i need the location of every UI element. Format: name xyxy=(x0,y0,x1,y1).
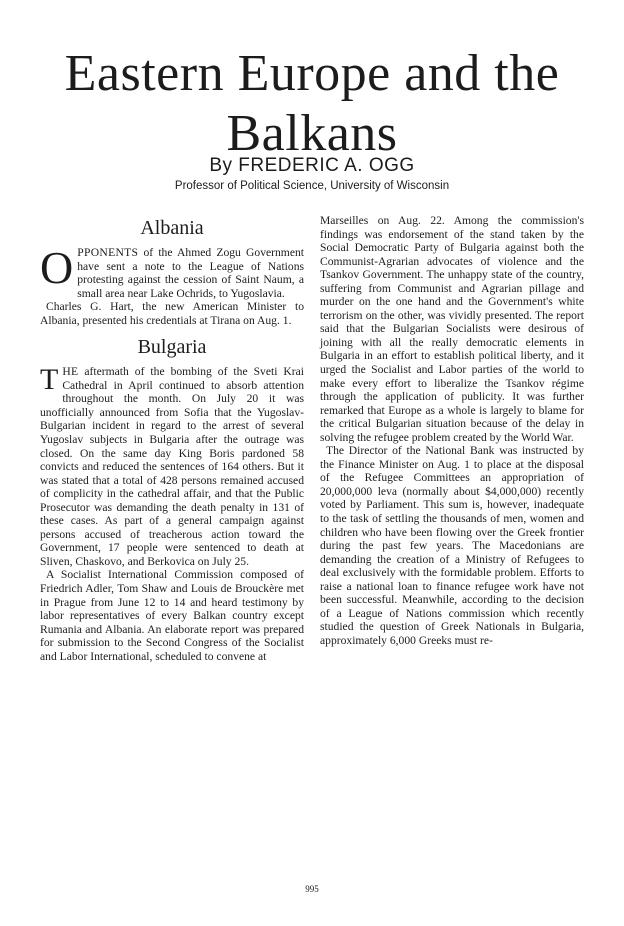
page-number: 995 xyxy=(305,884,319,894)
bulgaria-paragraph-1-text: aftermath of the bombing of the Sveti Krai Cathedral in April continued to absorb attention throughout the month. On July 20 it was unofficially announced from Sofia that the Yugoslav-Bulgarian incident in regard to the arrest of several Yugoslav subjects in Bulgaria after the outrage was closed. On the same day King Boris pardoned 58 convicts and reduced the sentences of 164 others. But it was stated that a total of 428 persons remained accused of complicity in the cathedral affair, and that the Public Prosecutor was demanding the death penalty in 131 of these cases. As part of a general campaign against persons accused of treacherous action toward the Government, 17 people were sentenced to death at Sliven, Chaskovo, and Berkovica on July 25. xyxy=(40,365,304,568)
lead-word: PPONENTS xyxy=(77,246,139,259)
article-title-line-2: Balkans xyxy=(226,105,398,162)
article-title xyxy=(40,44,584,164)
section-heading-albania: Albania xyxy=(140,217,204,239)
bulgaria-paragraph-2-continued: Marseilles on Aug. 22. Among the commission's findings was endorsement of the stand taken by the Social Democratic Party of Bulgaria against both the Communist-Agrarian advocates of violence and the Tsankov Government. The unhappy state of the country, suffering from Communist and Agrarian pillage and murder on the one hand and the Government's white terrorism on the other, was vividly presented. The report said that the Bulgarian Socialists were desirous of joining with all the really democratic elements in Bulgaria in an effort to establish political liberty, and it urged the Socialist and Labor parties of the world to make every effort to liberalize the Tsankov régime through the application of publicity. It was further remarked that Europe as a whole is largely to blame for the critical Bulgarian situation because of the delay in solving the refugee problem created by the World War. xyxy=(320,214,584,444)
bulgaria-paragraph-1 xyxy=(40,365,304,568)
albania-paragraph-2: Charles G. Hart, the new American Minister to Albania, presented his credentials at Tirana on Aug. 1. xyxy=(40,300,304,327)
drop-cap: T xyxy=(40,363,59,397)
right-column xyxy=(320,214,584,648)
author-byline: By FREDERIC A. OGG xyxy=(209,155,415,176)
author-affiliation: Professor of Political Science, University of Wisconsin xyxy=(174,180,450,192)
bulgaria-paragraph-3: The Director of the National Bank was instructed by the Finance Minister on Aug. 1 to place at the disposal of the Refugee Committees an appropriation of 20,000,000 leva (normally about $4,000,000) recently voted by Parliament. This sum is, however, inadequate to the task of settling the thousands of men, women and children who have been flowing over the Greek frontier during the past few years. The Macedonians are demanding the creation of a Ministry of Refugees to deal exclusively with the formidable problem. Efforts to raise a national loan to finance refugee work have not been successful. Meanwhile, according to the decision of a League of Nations commission which recently studied the question of Greek Nationals in Bulgaria, approximately 6,000 Greeks must re- xyxy=(320,444,584,647)
section-heading-bulgaria: Bulgaria xyxy=(137,336,207,359)
bulgaria-paragraph-2: A Socialist International Commission composed of Friedrich Adler, Tom Shaw and Louis de Brouckère met in Prague from June 12 to 14 and heard testimony by labor representatives of every Balkan country except Rumania and Albania. An elaborate report was prepared for submission to the Second Congress of the Socialist and Labor International, scheduled to convene at xyxy=(40,568,304,663)
drop-cap: O xyxy=(40,242,74,293)
article-title-line-1: Eastern Europe and the xyxy=(64,45,560,102)
left-column xyxy=(40,212,304,663)
albania-paragraph-1-text: of the Ahmed Zogu Government have sent a note to the League of Nations protesting against the cession of Saint Naum, a small area near Lake Ochrids, to Yugoslavia. xyxy=(77,246,304,300)
lead-word: HE xyxy=(62,365,79,379)
albania-paragraph-1 xyxy=(40,242,304,300)
